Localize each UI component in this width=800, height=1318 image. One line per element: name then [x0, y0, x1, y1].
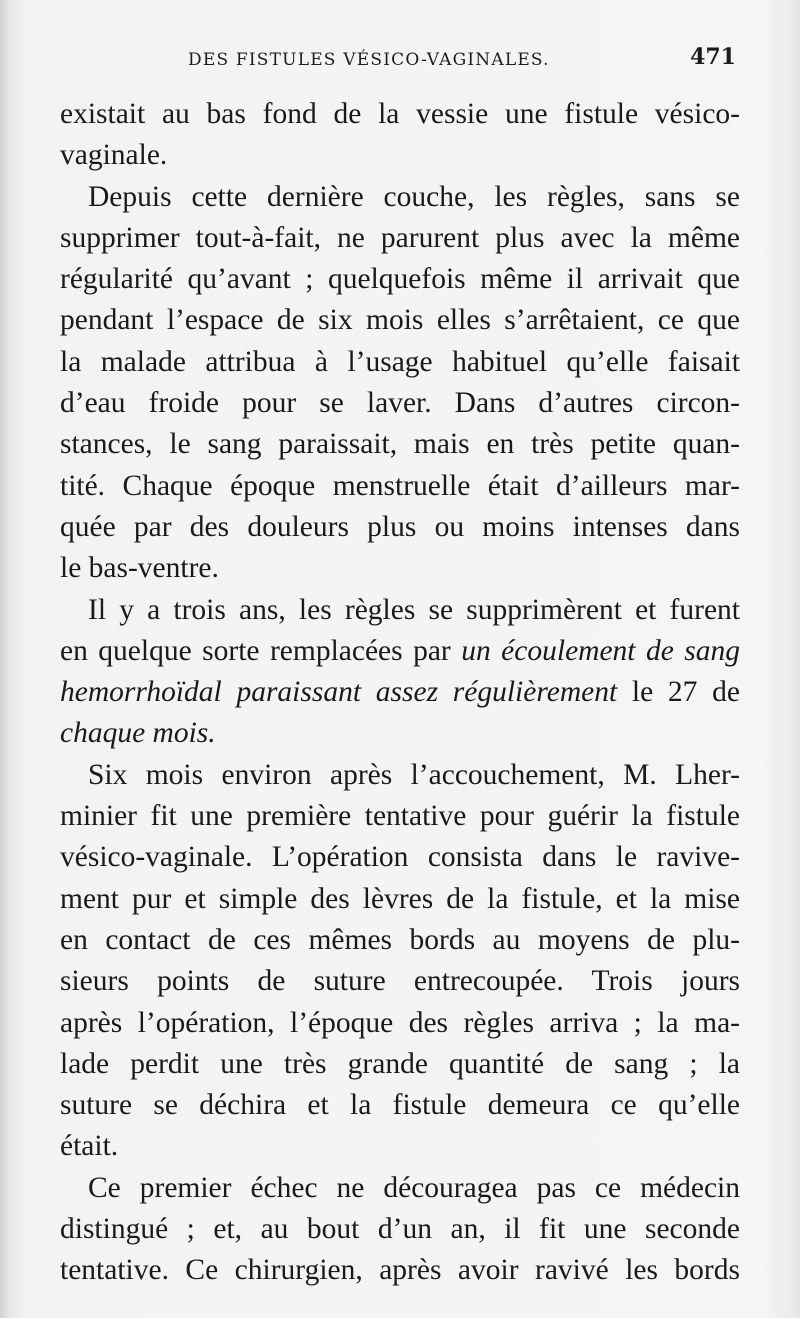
text-line: tité. Chaque époque menstruelle était d’ailleurs mar-	[60, 469, 740, 502]
text-segment: en quelque sorte remplacées par	[60, 634, 462, 667]
text-line: le bas-ventre.	[60, 552, 219, 585]
text-line	[60, 672, 740, 713]
paragraph	[60, 94, 740, 177]
text-line: ment pur et simple des lèvres de la fistule, et la mise	[60, 882, 740, 915]
page-header	[60, 40, 740, 80]
text-line: lade perdit une très grande quantité de sang ; la	[60, 1047, 740, 1080]
text-line: en contact de ces mêmes bords au moyens de plu-	[60, 923, 740, 956]
italic-text: chaque mois.	[60, 717, 216, 750]
text-line: supprimer tout-à-fait, ne parurent plus avec la même	[60, 221, 740, 254]
text-line: quée par des douleurs plus ou moins intenses dans	[60, 510, 740, 543]
page-number: 471	[690, 44, 736, 70]
text-line: régularité qu’avant ; quelquefois même il arrivait que	[60, 263, 740, 296]
text-line: suture se déchira et la fistule demeura ce qu’elle	[60, 1089, 740, 1122]
paragraph	[60, 755, 740, 1168]
text-line	[60, 713, 740, 754]
text-line: Ce premier échec ne découragea pas ce médecin	[88, 1171, 740, 1204]
text-line: d’eau froide pour se laver. Dans d’autres circon-	[60, 387, 740, 420]
text-line: vésico-vaginale. L’opération consista dans le ravive-	[60, 841, 740, 874]
text-line: existait au bas fond de la vessie une fistule vésico-	[60, 98, 740, 130]
text-line: Depuis cette dernière couche, les règles, sans se	[88, 180, 740, 213]
paragraph	[60, 1168, 740, 1292]
text-line: pendant l’espace de six mois elles s’arrêtaient, ce que	[60, 304, 740, 337]
running-title: DES FISTULES VÉSICO-VAGINALES.	[188, 50, 550, 70]
body-text	[60, 94, 740, 1292]
text-line: minier fit une première tentative pour guérir la fistule	[60, 800, 740, 833]
text-line: vaginale.	[60, 139, 168, 172]
text-line: Six mois environ après l’accouchement, M. Lher-	[88, 758, 740, 791]
italic-text: hemorrhoïdal paraissant assez régulièrement	[60, 676, 618, 709]
text-line: était.	[60, 1130, 119, 1163]
text-line: la malade attribua à l’usage habituel qu’elle faisait	[60, 345, 740, 378]
text-line: après l’opération, l’époque des règles arriva ; la ma-	[60, 1006, 740, 1039]
paragraph	[60, 590, 740, 755]
text-line: distingué ; et, au bout d’un an, il fit une seconde	[60, 1213, 740, 1246]
text-line	[60, 631, 740, 672]
text-line: Il y a trois ans, les règles se supprimèrent et furent	[88, 593, 740, 626]
paragraph	[60, 177, 740, 590]
text-line: stances, le sang paraissait, mais en très petite quan-	[60, 428, 740, 461]
text-segment: le 27 de	[617, 676, 741, 709]
text-line: tentative. Ce chirurgien, après avoir ravivé les bords	[60, 1254, 740, 1287]
italic-text: un écoulement de sang	[461, 634, 740, 667]
text-line: sieurs points de suture entrecoupée. Trois jours	[60, 965, 740, 998]
